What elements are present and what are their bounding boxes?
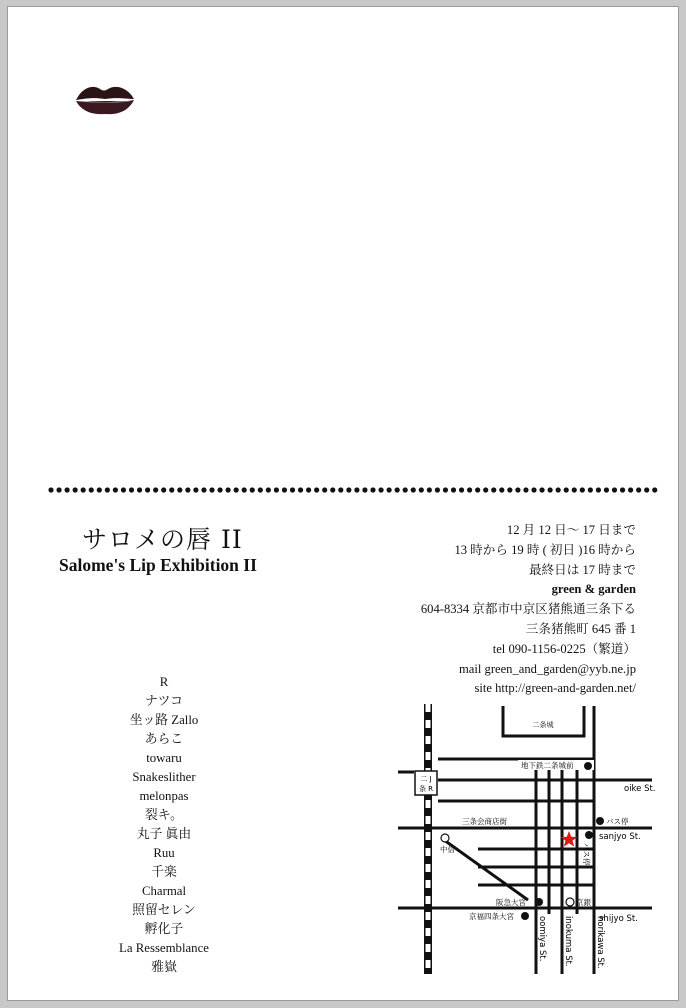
divider-dot (81, 487, 86, 492)
artist-name: 坐ッ路 Zallo (129, 713, 199, 727)
artist-name: Snakeslither (132, 770, 196, 784)
venue-name: green & garden (551, 582, 636, 597)
keifuku-label: 京福四条大宮 (469, 912, 514, 921)
artist-name: ナツコ (144, 694, 183, 708)
divider-dot (48, 487, 53, 492)
divider-dot (419, 487, 424, 492)
divider-dot (73, 487, 78, 492)
divider-dot (387, 487, 392, 492)
divider-dot (169, 487, 174, 492)
divider-dot (266, 487, 271, 492)
divider-dot (137, 487, 142, 492)
divider-dot (217, 487, 222, 492)
station-marker (535, 898, 543, 906)
divider-dot (274, 487, 279, 492)
divider-dot (129, 487, 134, 492)
divider-dot (564, 487, 569, 492)
site-text: site http://green-and-garden.net/ (474, 681, 636, 696)
divider-dot (435, 487, 440, 492)
divider-dot (362, 487, 367, 492)
lips-icon (74, 82, 136, 116)
divider-dot (338, 487, 343, 492)
divider-dot (282, 487, 287, 492)
address-line-2: 三条猪熊町 645 番 1 (525, 621, 636, 636)
divider-dot (113, 487, 118, 492)
divider-dot (370, 487, 375, 492)
artist-name: 千楽 (151, 865, 177, 879)
shotengai-label: 三条会商店街 (462, 817, 507, 826)
divider-dot (652, 487, 657, 492)
divider-dot (209, 487, 214, 492)
bus-stop-label: バス停 (606, 817, 629, 826)
artist-name: towaru (146, 751, 182, 765)
artist-name: La Ressemblance (119, 941, 209, 955)
station-marker (584, 762, 592, 770)
divider-dot (234, 487, 239, 492)
divider-dot (97, 487, 102, 492)
exhibition-title-jp: サロメの唇 II (82, 525, 243, 554)
divider-dot (507, 487, 512, 492)
divider-dot (523, 487, 528, 492)
divider-dot (612, 487, 617, 492)
jr-station-label: 条 R (418, 785, 434, 793)
omiya-label: oomiya St. (537, 916, 547, 962)
postcard (8, 7, 678, 1000)
shijyo-label: shijyo St. (599, 914, 638, 924)
bus-stop-marker (585, 831, 593, 839)
divider-dot (185, 487, 190, 492)
artist-name: 丸子 眞由 (136, 827, 192, 841)
divider-dot (515, 487, 520, 492)
divider-dot (105, 487, 110, 492)
divider-dot (354, 487, 359, 492)
divider-dot (242, 487, 247, 492)
divider-dot (411, 487, 416, 492)
divider-dot (226, 487, 231, 492)
divider-dot (306, 487, 311, 492)
bank-marker (566, 898, 574, 906)
divider-dot (556, 487, 561, 492)
artist-name: 雅嶽 (151, 960, 177, 974)
divider-dot (314, 487, 319, 492)
divider-dot (161, 487, 166, 492)
divider-dot (403, 487, 408, 492)
bank-label: 中信 (440, 845, 455, 854)
artist-name: あらこ (144, 732, 184, 746)
jr-station-label: 二 J (420, 775, 432, 783)
tel-text: tel 090-1156-0225（繁道） (492, 641, 636, 656)
inokuma-label: inokuma St. (563, 916, 573, 967)
artist-name: Ruu (153, 846, 175, 860)
divider-dot (298, 487, 303, 492)
divider-dot (395, 487, 400, 492)
divider-dot (572, 487, 577, 492)
divider-dot (491, 487, 496, 492)
divider-dot (378, 487, 383, 492)
dotted-divider (48, 485, 660, 495)
artist-name: 孵化子 (144, 922, 184, 936)
divider-dot (475, 487, 480, 492)
hankyu-label: 阪急大宮 (496, 898, 526, 907)
nijojo-label: 二条城 (532, 721, 554, 729)
divider-dot (451, 487, 456, 492)
divider-dot (121, 487, 126, 492)
divider-dot (604, 487, 609, 492)
divider-dot (531, 487, 536, 492)
dates-text: 12 月 12 日～ 17 日まで (506, 523, 636, 537)
divider-dot (459, 487, 464, 492)
divider-dot (177, 487, 182, 492)
bus-stop-label: バス停 (582, 843, 591, 866)
divider-dot (322, 487, 327, 492)
artist-name: melonpas (139, 789, 189, 803)
exhibition-title-en: Salome's Lip Exhibition II (59, 555, 257, 575)
divider-dot (193, 487, 198, 492)
divider-dot (620, 487, 625, 492)
artist-name: R (159, 675, 169, 689)
divider-dot (290, 487, 295, 492)
divider-dot (145, 487, 150, 492)
divider-dot (539, 487, 544, 492)
divider-dot (56, 487, 61, 492)
address-line-1: 604-8334 京都市中京区猪熊通三条下る (420, 602, 636, 617)
bus-stop-marker (596, 817, 604, 825)
divider-dot (65, 487, 70, 492)
artist-list (88, 673, 240, 977)
access-map (398, 704, 658, 976)
divider-dot (443, 487, 448, 492)
divider-dot (580, 487, 585, 492)
artist-name: 裂キ。 (145, 808, 183, 822)
divider-dot (153, 487, 158, 492)
oike-label: oike St. (624, 784, 656, 794)
divider-dot (467, 487, 472, 492)
station-marker (521, 912, 529, 920)
divider-dot (427, 487, 432, 492)
station-label: 地下鉄二条城前 (521, 761, 574, 770)
mail-text: mail green_and_garden@yyb.ne.jp (458, 661, 636, 676)
sanjyo-label: sanjyo St. (599, 832, 641, 842)
last-day-text: 最終日は 17 時まで (528, 562, 636, 577)
divider-dot (483, 487, 488, 492)
divider-dot (628, 487, 633, 492)
divider-dot (89, 487, 94, 492)
bank-marker (441, 834, 449, 842)
horikawa-label: horikawa St. (595, 916, 605, 969)
divider-dot (644, 487, 649, 492)
divider-dot (201, 487, 206, 492)
divider-dot (548, 487, 553, 492)
divider-dot (499, 487, 504, 492)
divider-dot (588, 487, 593, 492)
hours-text: 13 時から 19 時 ( 初日 )16 時から (454, 542, 636, 557)
event-info (421, 521, 636, 699)
divider-dot (636, 487, 641, 492)
divider-dot (596, 487, 601, 492)
divider-dot (250, 487, 255, 492)
divider-dot (330, 487, 335, 492)
artist-name: 照留セレン (132, 903, 196, 917)
divider-dot (346, 487, 351, 492)
divider-dot (258, 487, 263, 492)
kyogin-label: 京銀 (576, 898, 591, 907)
artist-name: Charmal (141, 884, 187, 898)
